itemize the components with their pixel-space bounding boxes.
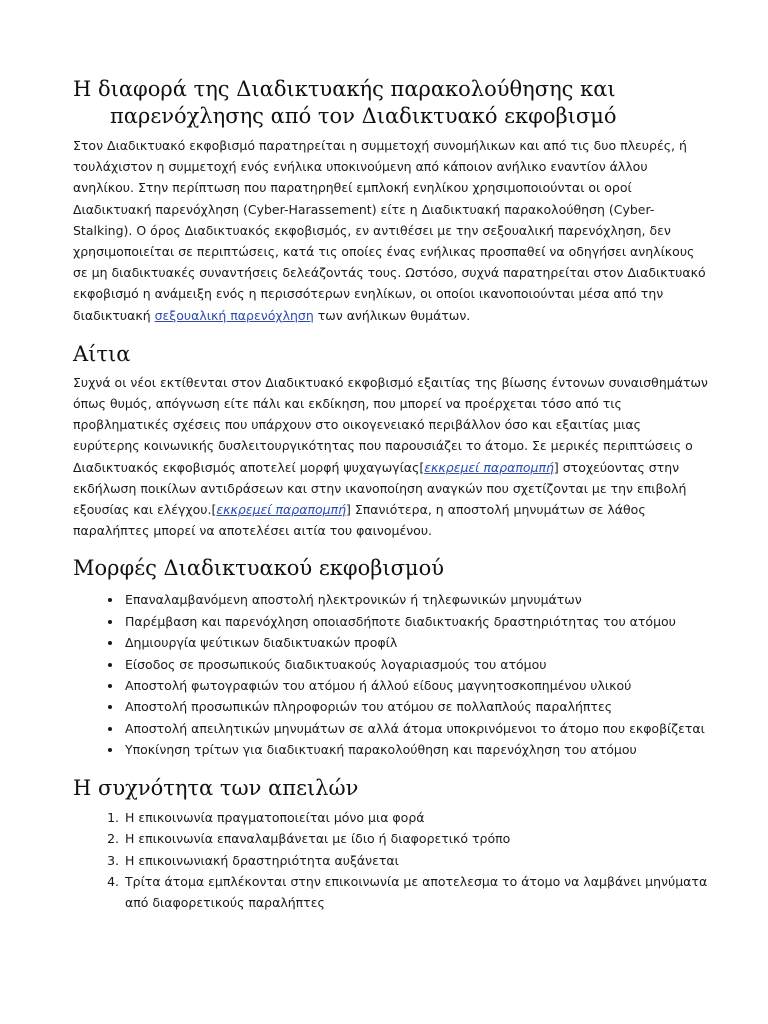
page-title-line1: Η διαφορά της Διαδικτυακής παρακολούθησης και [73,77,616,101]
bracket-close: ] [553,459,559,475]
list-item: • Αποστολή απειλητικών μηνυμάτων σε αλλά άτομα υποκρινόμενοι το άτομο που εκφοβίζεται [123,718,710,739]
section-heading-causes: Αίτια [73,341,131,366]
list-item: 1. Η επικοινωνία πραγματοποιείται μόνο μια φορά [123,807,710,828]
list-item: 4. Τρίτα άτομα εμπλέκονται στην επικοινωνία με αποτελεσμα το άτομο να λαμβάνει μηνύματα από διαφορετικούς παραλήπτες [123,871,710,914]
citation-needed-link[interactable]: εκκρεμεί παραπομπή [424,459,554,475]
causes-text: Συχνά οι νέοι εκτίθενται στον Διαδικτυακό εκφοβισμό εξαιτίας της βίωσης έντονων συναισθημάτων όπως θυμός, απόγνωση είτε πάλι και εκδίκηση, που μπορεί να προέρχεται τόσο από τις προβληματικές σχέσεις που υπάρχουν στο οικογενειακό περιβάλλον όσο και εξαιτίας μιας ευρύτερης κοινωνικής δυσλειτουργικότητας που παρουσιάζει το άτομο. Σε μερικές περιπτώσεις ο Διαδικτυακός εκφοβισμός αποτελεί μορφή ψυχαγωγίας [73,374,708,475]
bracket-open-2: [ [211,502,217,518]
page-title-line2: παρενόχλησης από τον Διαδικτυακό εκφοβισμό [110,104,617,128]
causes-text-2: στοχεύοντας στην εκδήλωση ποικίλων αντιδράσεων και στην ικανοποίηση αναγκών που σχετίζονται με την επιβολή εξουσίας και ελέγχου. [73,459,687,518]
sexual-harassment-link[interactable]: σεξουαλική παρενόχληση [154,307,314,323]
bracket-open: [ [419,459,425,475]
list-item: • Παρέμβαση και παρενόχληση οποιασδήποτε διαδικτυακής δραστηριότητας του ατόμου [123,611,710,632]
list-item: • Αποστολή φωτογραφιών του ατόμου ή άλλού είδους μαγνητοσκοπημένου υλικού [123,675,710,696]
section-heading-frequency: Η συχνότητα των απειλών [73,775,359,800]
bracket-close-2: ] [346,502,351,518]
forms-list [73,589,710,760]
intro-text-end: των ανήλικων θυμάτων. [313,307,471,323]
list-item: • Είσοδος σε προσωπικούς διαδικτυακούς λογαριασμούς του ατόμου [123,654,710,675]
causes-text-3: Σπανιότερα, η αποστολή μηνυμάτων σε λάθος παραλήπτες μπορεί να αποτελέσει αιτία του φαινομένου. [73,502,646,539]
citation-needed-link-2[interactable]: εκκρεμεί παραπομπή [216,502,347,518]
intro-text: Στον Διαδικτυακό εκφοβισμό παρατηρείται η συμμετοχή συνομήλικων και από τις δυο πλευρές, ή τουλάχιστον η συμμετοχή ενός ενήλικα υποκινούμενη από κάποιον ανήλικο εναντίον άλλου ανηλίκου. Στην περίπτωση που παρατηρηθεί εμπλοκή ενηλίκου χρησιμοποιούνται οι οροί Διαδικτυακή παρενόχληση (Cyber-Harassement) είτε η Διαδικτυακή παρακολούθηση (Cyber-Stalking). Ο όρος Διαδικτυακός εκφοβισμός, εν αντιθέσει με την σεξουαλική παρενόχληση, δεν χρησιμοποιείται σε περιπτώσεις, κατά τις οποίες ένας ενήλικας προσπαθεί να οδηγήσει ανηλίκους σε μη διαδικτυακές συναντήσεις δελεάζοντάς τους. Ωστόσο, συχνά παρατηρείται στον Διαδικτυακό εκφοβισμό η ανάμειξη ενός η περισσότερων ενηλίκων, οι οποίοι ικανοποιούνται μέσα από την διαδικτυακή [73,138,706,323]
section-heading-forms: Μορφές Διαδικτυακού εκφοβισμού [73,556,444,581]
frequency-list [73,807,710,914]
page-title [73,76,710,130]
list-item: 2. Η επικοινωνία επαναλαμβάνεται με ίδιο ή διαφορετικό τρόπο [123,828,710,849]
list-item: • Υποκίνηση τρίτων για διαδικτυακή παρακολούθηση και παρενόχληση του ατόμου [123,739,710,760]
intro-paragraph [73,135,710,326]
list-item: • Επαναλαμβανόμενη αποστολή ηλεκτρονικών ή τηλεφωνικών μηνυμάτων [123,589,710,610]
list-item: • Αποστολή προσωπικών πληροφοριών του ατόμου σε πολλαπλούς παραλήπτες [123,696,710,717]
list-item: 3. Η επικοινωνιακή δραστηριότητα αυξάνεται [123,850,710,871]
causes-paragraph [73,372,710,542]
list-item: • Δημιουργία ψεύτικων διαδικτυακών προφίλ [123,632,710,653]
